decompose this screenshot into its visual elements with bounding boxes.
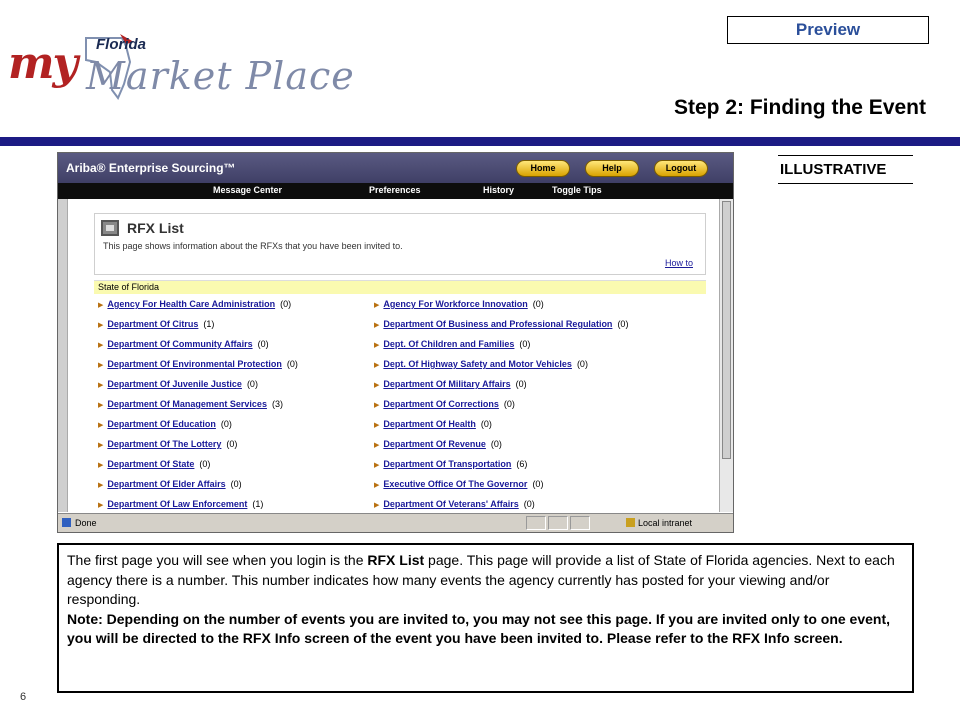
header-divider <box>0 137 960 146</box>
agency-item[interactable]: ▶ Department Of Transportation (6) <box>374 459 528 469</box>
bullet-arrow-icon: ▶ <box>98 322 104 329</box>
myflorida-marketplace-logo <box>8 28 355 110</box>
agency-item[interactable]: ▶ Department Of Business and Professional Regulation (0) <box>374 319 629 329</box>
agency-item[interactable]: ▶ Department Of Corrections (0) <box>374 399 515 409</box>
browser-status-bar <box>58 513 733 532</box>
nav-preferences[interactable]: Preferences <box>369 185 421 195</box>
bullet-arrow-icon: ▶ <box>374 442 380 449</box>
top-nav <box>58 183 733 199</box>
app-title: Ariba® Enterprise Sourcing™ <box>66 161 236 175</box>
agency-item[interactable]: ▶ Department Of Elder Affairs (0) <box>98 479 242 489</box>
bullet-arrow-icon: ▶ <box>98 342 104 349</box>
page-number: 6 <box>20 691 27 703</box>
rfx-list-header <box>94 213 706 275</box>
agency-item[interactable]: ▶ Department Of Education (0) <box>98 419 232 429</box>
how-to-link[interactable]: How to <box>664 258 693 268</box>
agency-item[interactable]: ▶ Dept. Of Children and Families (0) <box>374 339 531 349</box>
agency-item[interactable]: ▶ Department Of Environmental Protection (0) <box>98 359 298 369</box>
side-frame-handle[interactable] <box>58 199 68 512</box>
bullet-arrow-icon: ▶ <box>98 482 104 489</box>
rfx-list-description: This page shows information about the RFXs that you have been invited to. <box>103 241 403 251</box>
browser-window <box>57 152 734 533</box>
agency-item[interactable]: ▶ Agency For Workforce Innovation (0) <box>374 299 544 309</box>
home-button[interactable]: Home <box>516 160 570 177</box>
scrollbar-thumb[interactable] <box>722 201 731 459</box>
page-title: Step 2: Finding the Event <box>673 96 926 119</box>
preview-label: Preview <box>727 16 929 44</box>
bullet-arrow-icon: ▶ <box>374 342 380 349</box>
status-done: Done <box>62 518 97 528</box>
description-text-a: The first page you will see when you login is the <box>67 552 368 568</box>
status-zone: Local intranet <box>626 518 692 528</box>
bullet-arrow-icon: ▶ <box>374 302 380 309</box>
bullet-arrow-icon: ▶ <box>374 362 380 369</box>
description-box <box>57 543 914 693</box>
vertical-scrollbar[interactable] <box>719 199 733 512</box>
bullet-arrow-icon: ▶ <box>374 422 380 429</box>
bullet-arrow-icon: ▶ <box>98 442 104 449</box>
bullet-arrow-icon: ▶ <box>98 382 104 389</box>
illustrative-label: ILLUSTRATIVE <box>778 155 913 184</box>
description-text-c: page. This page will provide a list of State of Florida agencies. Next to each agency there is a number. This number indicates how many events the agency currently has posted for your viewing and/or responding. <box>67 552 895 607</box>
logo-my-text: my <box>8 38 77 89</box>
agency-item[interactable]: ▶ Department Of The Lottery (0) <box>98 439 238 449</box>
agency-item[interactable]: ▶ Department Of Juvenile Justice (0) <box>98 379 258 389</box>
logo-marketplace-text: Market Place <box>86 54 355 98</box>
agency-item[interactable]: ▶ Department Of Revenue (0) <box>374 439 502 449</box>
state-of-florida-header: State of Florida <box>94 280 706 294</box>
agency-item[interactable]: ▶ Executive Office Of The Governor (0) <box>374 479 544 489</box>
agency-item[interactable]: ▶ Dept. Of Highway Safety and Motor Vehicles (0) <box>374 359 588 369</box>
nav-message-center[interactable]: Message Center <box>213 185 283 195</box>
status-cell <box>548 516 568 530</box>
bullet-arrow-icon: ▶ <box>98 302 104 309</box>
help-button[interactable]: Help <box>585 160 639 177</box>
nav-toggle-tips[interactable]: Toggle Tips <box>552 185 602 195</box>
lock-icon <box>626 518 635 527</box>
bullet-arrow-icon: ▶ <box>98 422 104 429</box>
bullet-arrow-icon: ▶ <box>98 362 104 369</box>
bullet-arrow-icon: ▶ <box>374 502 380 509</box>
bullet-arrow-icon: ▶ <box>374 322 380 329</box>
description-note: Note: Depending on the number of events you are invited to, you may not see this page. If you are invited only to one event, you will be directed to the RFX Info screen of the event you have been invited to. Please refer to the RFX Info screen. <box>67 610 891 646</box>
status-cell <box>570 516 590 530</box>
nav-history[interactable]: History <box>483 185 515 195</box>
bullet-arrow-icon: ▶ <box>98 462 104 469</box>
agency-item[interactable]: ▶ Department Of Management Services (3) <box>98 399 283 409</box>
rfx-list-title: RFX List <box>127 220 184 236</box>
agency-item[interactable]: ▶ Department Of State (0) <box>98 459 211 469</box>
agency-item[interactable]: ▶ Department Of Health (0) <box>374 419 492 429</box>
bullet-arrow-icon: ▶ <box>98 402 104 409</box>
agency-item[interactable]: ▶ Department Of Military Affairs (0) <box>374 379 527 389</box>
bullet-arrow-icon: ▶ <box>374 482 380 489</box>
page-icon <box>62 518 71 527</box>
agency-item[interactable]: ▶ Department Of Law Enforcement (1) <box>98 499 264 509</box>
agency-item[interactable]: ▶ Department Of Citrus (1) <box>98 319 215 329</box>
logout-button[interactable]: Logout <box>654 160 708 177</box>
agency-item[interactable]: ▶ Agency For Health Care Administration (0) <box>98 299 292 309</box>
agency-item[interactable]: ▶ Department Of Veterans' Affairs (0) <box>374 499 535 509</box>
ariba-header-bar <box>58 153 733 183</box>
rfx-list-icon <box>101 220 119 236</box>
rfx-list-page <box>68 199 718 512</box>
bullet-arrow-icon: ▶ <box>98 502 104 509</box>
bullet-arrow-icon: ▶ <box>374 402 380 409</box>
logo-florida-text: Florida <box>96 36 147 53</box>
bullet-arrow-icon: ▶ <box>374 382 380 389</box>
bullet-arrow-icon: ▶ <box>374 462 380 469</box>
status-cell <box>526 516 546 530</box>
description-rfx-list: RFX List <box>367 552 425 568</box>
agency-item[interactable]: ▶ Department Of Community Affairs (0) <box>98 339 269 349</box>
